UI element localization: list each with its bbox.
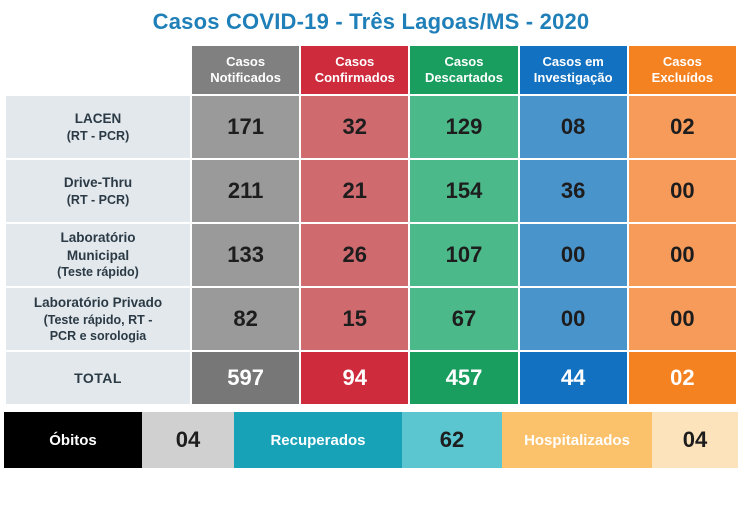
row-header-laboratorio-privado-line3: PCR e sorologia (49, 328, 147, 343)
table-corner-cell (6, 46, 190, 94)
column-header-confirmados-line1: Casos (335, 53, 375, 69)
cell-lacen-confirmados: 32 (301, 96, 408, 158)
column-header-notificados-line1: Casos (226, 53, 266, 69)
column-header-confirmados-line2: Confirmados (314, 70, 395, 85)
cell-total-confirmados: 94 (301, 352, 408, 404)
column-header-descartados (410, 46, 517, 94)
cell-lacen-excluidos: 02 (629, 96, 736, 158)
footer-obitos-value: 04 (142, 412, 234, 468)
column-header-descartados-line1: Casos (444, 53, 484, 69)
row-header-drive-thru-line1: Drive-Thru (63, 175, 133, 191)
cell-lab-municipal-notificados: 133 (192, 224, 299, 286)
cell-lab-privado-descartados: 67 (410, 288, 517, 350)
cell-lab-municipal-descartados: 107 (410, 224, 517, 286)
row-header-total: TOTAL (6, 352, 190, 404)
footer-obitos-label: Óbitos (4, 412, 142, 468)
row-header-drive-thru-line2: (RT - PCR) (66, 192, 130, 207)
column-header-excluidos (629, 46, 736, 94)
cell-total-excluidos: 02 (629, 352, 736, 404)
column-header-excluidos-line2: Excluídos (651, 70, 714, 85)
main-table-wrapper (0, 44, 742, 406)
column-header-confirmados (301, 46, 408, 94)
cell-total-descartados: 457 (410, 352, 517, 404)
footer-hospitalizados-label: Hospitalizados (502, 412, 652, 468)
cell-lab-privado-notificados: 82 (192, 288, 299, 350)
table-row (6, 288, 736, 350)
table-body (6, 96, 736, 404)
cell-lab-privado-excluidos: 00 (629, 288, 736, 350)
row-header-laboratorio-municipal-line1: Laboratório (60, 230, 136, 246)
cell-lab-municipal-confirmados: 26 (301, 224, 408, 286)
cell-lab-privado-confirmados: 15 (301, 288, 408, 350)
column-header-notificados-line2: Notificados (210, 70, 281, 85)
row-header-laboratorio-privado-line2: (Teste rápido, RT - (43, 312, 153, 327)
row-header-laboratorio-privado-line1: Laboratório Privado (33, 294, 163, 310)
table-row (6, 160, 736, 222)
row-header-lacen-line1: LACEN (74, 111, 122, 127)
column-header-investigacao-line1: Casos em (542, 53, 604, 69)
cell-drive-thru-descartados: 154 (410, 160, 517, 222)
row-header-lacen-line2: (RT - PCR) (66, 128, 130, 143)
column-header-investigacao-line2: Investigação (533, 70, 613, 85)
row-header-laboratorio-municipal-line3: (Teste rápido) (57, 265, 139, 280)
footer-recuperados-value: 62 (402, 412, 502, 468)
table-header (6, 46, 736, 94)
column-header-excluidos-line1: Casos (662, 53, 702, 69)
page-title-bar (0, 0, 742, 44)
cell-lab-privado-investigacao: 00 (520, 288, 627, 350)
covid-cases-table (4, 44, 738, 406)
row-header-laboratorio-privado (6, 288, 190, 350)
row-header-drive-thru (6, 160, 190, 222)
table-header-row (6, 46, 736, 94)
table-row (6, 96, 736, 158)
cell-lacen-investigacao: 08 (520, 96, 627, 158)
column-header-descartados-line2: Descartados (424, 70, 503, 85)
footer-recuperados-label: Recuperados (234, 412, 402, 468)
page-title: Casos COVID-19 - Três Lagoas/MS - 2020 (152, 9, 590, 34)
row-header-laboratorio-municipal-line2: Municipal (66, 247, 130, 263)
table-row-total (6, 352, 736, 404)
cell-total-notificados: 597 (192, 352, 299, 404)
row-header-lacen (6, 96, 190, 158)
cell-drive-thru-notificados: 211 (192, 160, 299, 222)
footer-hospitalizados-value: 04 (652, 412, 738, 468)
cell-lacen-descartados: 129 (410, 96, 517, 158)
cell-lab-municipal-excluidos: 00 (629, 224, 736, 286)
cell-drive-thru-confirmados: 21 (301, 160, 408, 222)
cell-lacen-notificados: 171 (192, 96, 299, 158)
row-header-laboratorio-municipal (6, 224, 190, 286)
cell-drive-thru-excluidos: 00 (629, 160, 736, 222)
column-header-notificados (192, 46, 299, 94)
cell-lab-municipal-investigacao: 00 (520, 224, 627, 286)
cell-drive-thru-investigacao: 36 (520, 160, 627, 222)
column-header-investigacao (520, 46, 627, 94)
summary-footer (4, 412, 738, 468)
cell-total-investigacao: 44 (520, 352, 627, 404)
table-row (6, 224, 736, 286)
